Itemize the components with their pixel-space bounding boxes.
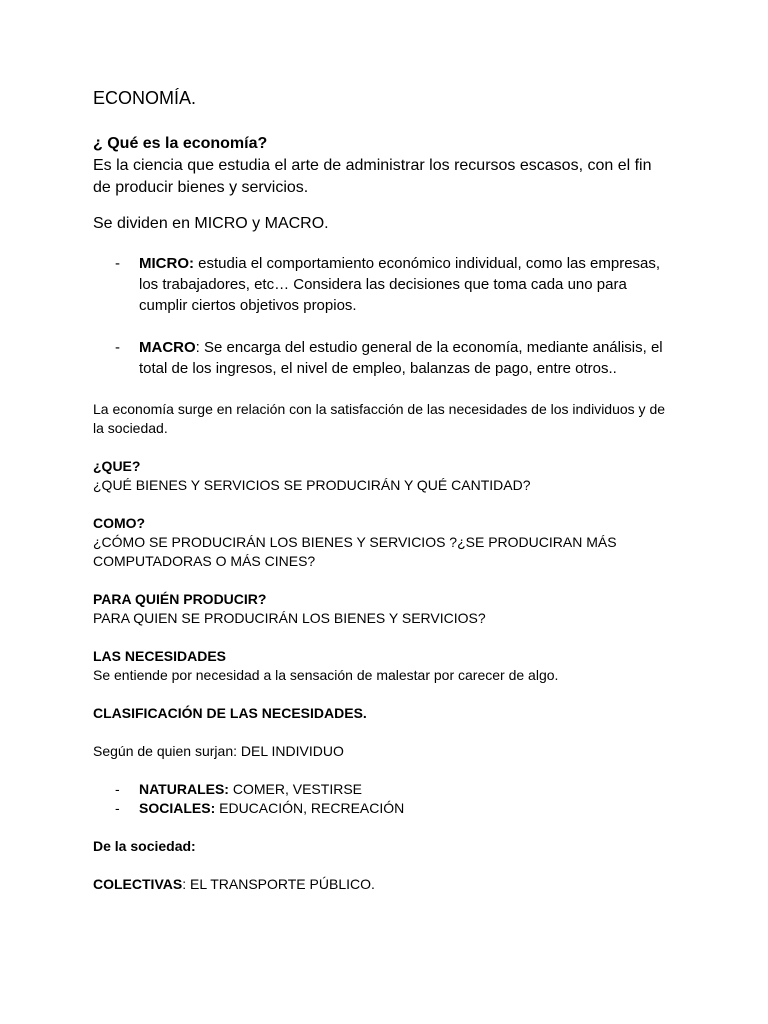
intro-block [93,133,673,199]
necesidades-text: Se entiende por necesidad a la sensación de malestar por carecer de algo. [93,667,559,683]
definition-text: Es la ciencia que estudia el arte de administrar los recursos escasos, con el fin de producir bienes y servicios. [93,157,652,196]
colectivas-line [93,875,673,894]
question-heading: ¿ Qué es la economía? [93,135,268,152]
bullet-dash: - [115,339,120,356]
section-sociedad [93,837,673,856]
list-item-naturales [93,780,673,799]
como-heading: COMO? [93,515,146,531]
list-item-sociales [93,799,673,818]
section-como [93,514,673,571]
para-quien-heading: PARA QUIÉN PRODUCIR? [93,591,267,607]
term-macro: MACRO [139,339,196,356]
sociedad-heading: De la sociedad: [93,838,196,854]
individual-needs-list [93,780,673,818]
bullet-dash: - [115,800,120,816]
clasificacion-heading: CLASIFICACIÓN DE LAS NECESIDADES. [93,705,367,721]
divide-text: Se dividen en MICRO y MACRO. [93,215,329,232]
bullet-dash: - [115,255,120,272]
section-clasificacion [93,704,673,723]
document-title: ECONOMÍA. [93,88,197,108]
para-quien-text: PARA QUIEN SE PRODUCIRÁN LOS BIENES Y SERVICIOS? [93,610,486,626]
list-item-macro [93,337,673,379]
como-text: ¿CÓMO SE PRODUCIRÁN LOS BIENES Y SERVICIOS ?¿SE PRODUCIRAN MÁS COMPUTADORAS O MÁS CINES? [93,534,617,569]
necesidades-heading: LAS NECESIDADES [93,648,227,664]
section-para-quien [93,590,673,628]
economy-types-list [93,253,673,379]
segun-text: Según de quien surjan: DEL INDIVIDUO [93,743,344,759]
section-necesidades [93,647,673,685]
document-body [93,87,673,894]
colectivas-text: : EL TRANSPORTE PÚBLICO. [182,876,375,892]
term-naturales: NATURALES: [139,781,229,797]
que-text: ¿QUÉ BIENES Y SERVICIOS SE PRODUCIRÁN Y QUÉ CANTIDAD? [93,477,531,493]
term-colectivas: COLECTIVAS [93,876,183,892]
sociales-text: EDUCACIÓN, RECREACIÓN [215,800,405,816]
micro-description: estudia el comportamiento económico individual, como las empresas, los trabajadores, etc… Considera las decisiones que toma cada uno para cumplir ciertos objetivos propios. [139,255,661,314]
surge-paragraph: La economía surge en relación con la satisfacción de las necesidades de los individuos y de la sociedad. [93,401,666,436]
term-sociales: SOCIALES: [139,800,216,816]
list-item-micro [93,253,673,316]
term-micro: MICRO: [139,255,194,272]
naturales-text: COMER, VESTIRSE [228,781,362,797]
bullet-dash: - [115,781,120,797]
macro-description: : Se encarga del estudio general de la economía, mediante análisis, el total de los ingresos, el nivel de empleo, balanzas de pago, entre otros.. [139,339,663,377]
que-heading: ¿QUE? [93,458,141,474]
section-que [93,457,673,495]
